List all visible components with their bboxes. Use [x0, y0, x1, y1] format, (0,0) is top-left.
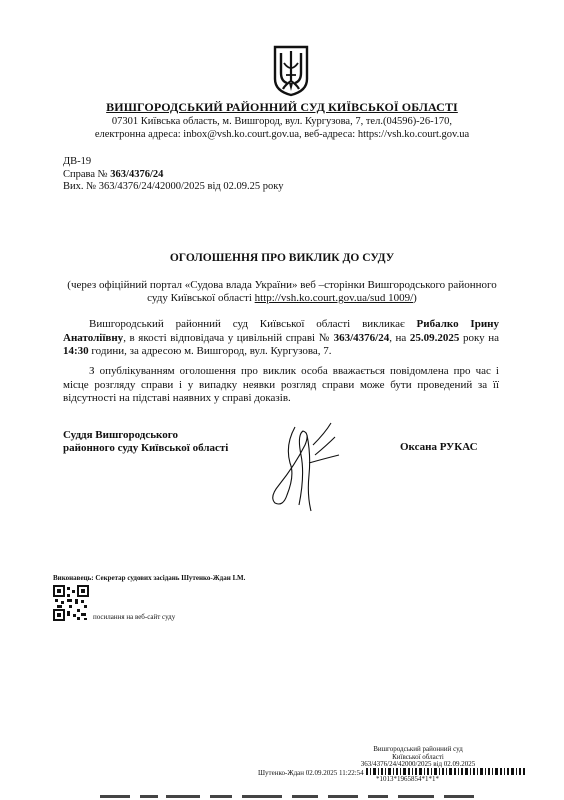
document-meta [63, 156, 283, 194]
summons-paragraph: Вишгородський районний суд Київської області викликає Рибалко Ірину Анатоліївну, в якості відповідача у цивільній справі № 363/4376/24, на 25.09.2025 року на 14:30 години, за адресою м. Вишгород, вул. Кургузова, 7. [63, 318, 500, 357]
coat-of-arms-icon [273, 45, 309, 97]
qr-caption: посилання на веб-сайт суду [93, 613, 176, 621]
stamp-user-time: Шутенко-Ждан 02.09.2025 11:22:54 [258, 769, 364, 777]
judge-name: Оксана РУКАС [400, 441, 478, 453]
handwritten-signature [255, 415, 355, 515]
hearing-time: 14:30 [63, 345, 89, 357]
executor-line: Виконавець: Секретар судових засідань Шутенко-Ждан І.М. [53, 574, 246, 582]
court-contacts: електронна адреса: inbox@vsh.ko.court.gov.ua, веб-адреса: https://vsh.ko.court.gov.ua [94, 129, 470, 140]
consequence-paragraph: З опублікуванням оголошення про виклик особа вважається повідомлена про час і місце розгляду справи і у випадку неявки розгляд справи може бути проведений за її відсутності на підставі наявних у справі доказів. [63, 365, 499, 404]
outgoing-number: Вих. № 363/4376/24/42000/2025 від 02.09.25 року [63, 181, 284, 192]
qr-code-icon[interactable] [53, 585, 89, 621]
court-title: ВИШГОРОДСЬКИЙ РАЙОННИЙ СУД КИЇВСЬКОЇ ОБЛАСТІ [106, 100, 458, 114]
barcode-icon [366, 768, 526, 775]
notice-title: ОГОЛОШЕННЯ ПРО ВИКЛИК ДО СУДУ [169, 252, 395, 264]
court-address: 07301 Київська область, м. Вишгород, вул. Кургузова, 7, тел.(04596)-26-170, [111, 116, 453, 127]
case-line: Справа № 363/4376/24 [63, 168, 164, 180]
case-number: 363/4376/24 [110, 168, 164, 180]
via-line-2: суду Київської області http://vsh.ko.court.gov.ua/sud 1009/) [147, 292, 417, 304]
defendant-name: Рибалко Ірину Анатоліївну [63, 318, 500, 344]
electronic-stamp: Вишгородський районний суд Київської області 363/4376/24/42000/2025 від 02.09.2025 Шутенко-Ждан 02.09.2025 11:22:54 *1013*1965854*1*1* [258, 746, 538, 769]
judge-title: Суддя Вишгородського районного суду Київської області [63, 429, 229, 454]
court-page-link[interactable]: http://vsh.ko.court.gov.ua/sud 1009/ [254, 292, 414, 304]
hearing-date: 25.09.2025 [409, 331, 460, 344]
barcode-number: *1013*1965854*1*1* [376, 775, 439, 783]
via-line-1: (через офіційний портал «Судова влада України» веб –сторінки Вишгородського районного [67, 279, 497, 291]
page-bottom-marks [100, 793, 480, 800]
form-code: ДВ-19 [63, 156, 92, 167]
